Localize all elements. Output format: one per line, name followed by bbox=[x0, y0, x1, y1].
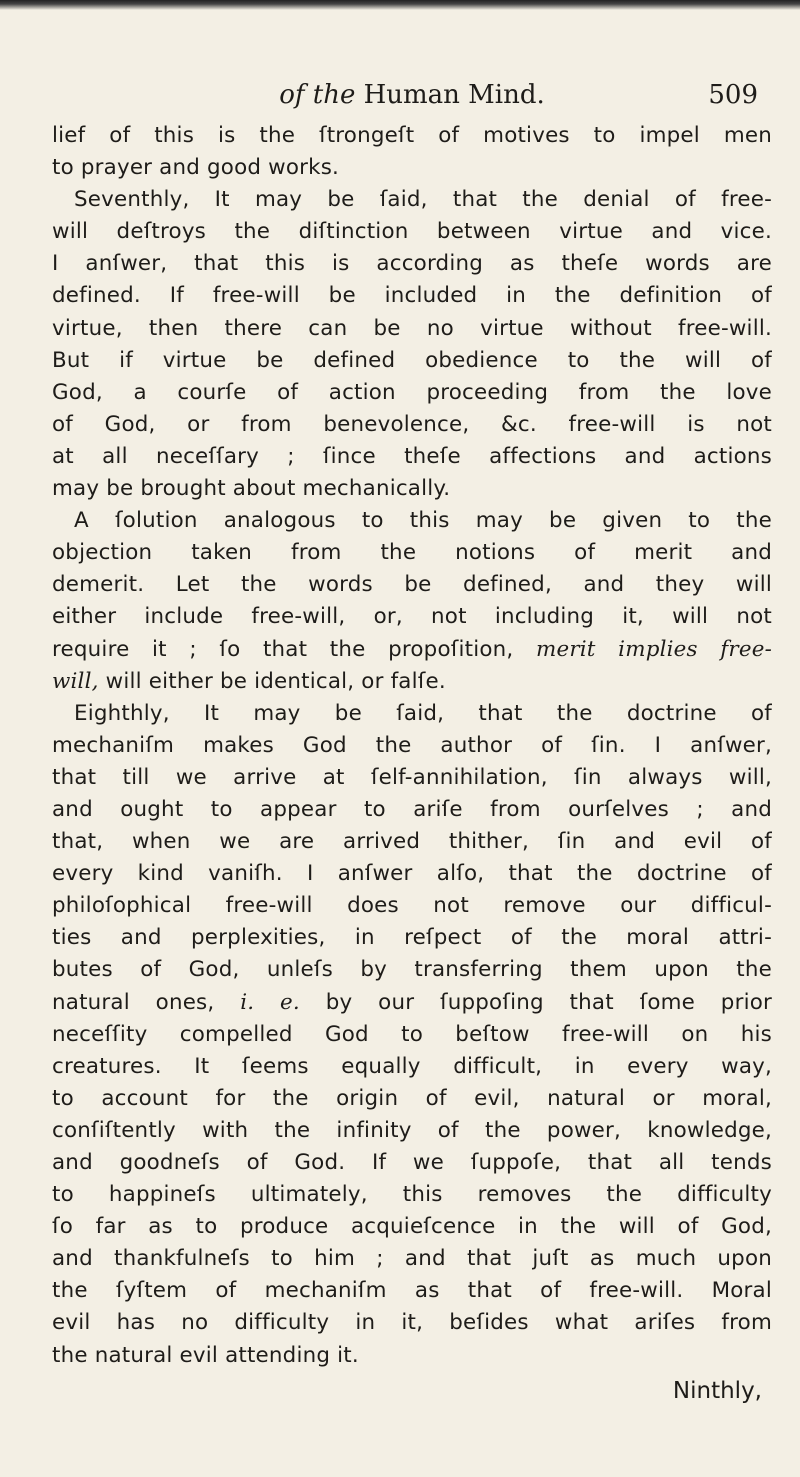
italic-abbrev: i. e. bbox=[240, 989, 300, 1015]
text-line: and goodneſs of God. If we ſuppoſe, that all tends bbox=[52, 1150, 772, 1175]
text-line: conſiſtently with the infinity of the power, knowledge, bbox=[52, 1117, 772, 1143]
text-line: the ſyſtem of mechaniſm as that of free-will. Moral bbox=[52, 1278, 772, 1304]
text-line-with-italic bbox=[52, 987, 772, 1019]
text-line: the natural evil attending it. bbox=[52, 1342, 359, 1368]
text-line-with-italic bbox=[52, 634, 772, 666]
text-line: every kind vaniſh. I anſwer alſo, that the doctrine of bbox=[52, 861, 772, 887]
text-line: A ſolution analogous to this may be given to the bbox=[74, 508, 772, 534]
text-line: and ought to appear to ariſe from ourſelves ; and bbox=[52, 796, 772, 822]
text-line: God, a courſe of action proceeding from the love bbox=[52, 379, 772, 405]
text-line: ſo far as to produce acquieſcence in the will of God, bbox=[52, 1214, 772, 1240]
text-line: that, when we are arrived thither, ſin and evil of bbox=[52, 829, 772, 855]
text-line: evil has no difficulty in it, beſides what ariſes from bbox=[52, 1310, 772, 1336]
body-text bbox=[52, 120, 772, 1372]
italic-word: will, bbox=[52, 668, 99, 694]
page-top-shadow bbox=[0, 0, 800, 10]
text-line: to account for the origin of evil, natural or moral, bbox=[52, 1085, 772, 1111]
text-line: virtue, then there can be no virtue without free-will. bbox=[52, 315, 772, 341]
text-line: ties and perplexities, in reſpect of the moral attri- bbox=[52, 925, 772, 951]
text-line: defined. If free-will be included in the definition of bbox=[52, 283, 772, 309]
text-line: Eighthly, It may be ſaid, that the doctrine of bbox=[74, 700, 772, 726]
text-segment: by our ſuppoſing that ſome prior bbox=[325, 989, 772, 1015]
text-line: Seventhly, It may be ſaid, that the denial of free- bbox=[74, 187, 772, 213]
text-segment: natural ones, bbox=[52, 989, 215, 1015]
text-line: demerit. Let the words be defined, and they will bbox=[52, 572, 772, 598]
text-line: creatures. It ſeems equally difficult, in every way, bbox=[52, 1053, 772, 1079]
running-header bbox=[52, 70, 772, 120]
text-line: and thankfulneſs to him ; and that juſt as much upon bbox=[52, 1246, 772, 1272]
text-line: to prayer and good works. bbox=[52, 155, 340, 181]
text-line: will deſtroys the diſtinction between virtue and vice. bbox=[52, 219, 772, 245]
text-segment: require it ; ſo that the propoſition, bbox=[52, 636, 514, 662]
text-line: to happineſs ultimately, this removes the difficulty bbox=[52, 1182, 772, 1208]
text-line: either include free-will, or, not including it, will not bbox=[52, 604, 772, 630]
text-line: that till we arrive at ſelf-annihilation, ſin always will, bbox=[52, 764, 772, 790]
text-line: But if virtue be defined obedience to the will of bbox=[52, 347, 772, 373]
text-line: objection taken from the notions of merit and bbox=[52, 540, 772, 566]
text-line-with-italic bbox=[52, 666, 772, 698]
page-number: 509 bbox=[708, 80, 758, 110]
text-line: may be brought about mechanically. bbox=[52, 476, 451, 502]
book-page bbox=[52, 70, 772, 1404]
text-line: at all neceſſary ; ſince theſe affections and actions bbox=[52, 443, 772, 469]
catchword: Ninthly, bbox=[672, 1377, 762, 1404]
text-line: butes of God, unleſs by transferring them upon the bbox=[52, 957, 772, 983]
text-line: of God, or from benevolence, &c. free-will is not bbox=[52, 411, 772, 437]
text-line: lief of this is the ſtrongeſt of motives to impel men bbox=[52, 123, 772, 148]
running-title-italic: of the bbox=[279, 80, 356, 110]
text-line: philoſophical free-will does not remove our difficul- bbox=[52, 893, 772, 919]
text-line: neceſſity compelled God to beſtow free-will on his bbox=[52, 1021, 772, 1047]
text-line: I anſwer, that this is according as theſe words are bbox=[52, 251, 772, 277]
text-line: mechaniſm makes God the author of ſin. I anſwer, bbox=[52, 732, 772, 758]
running-title: Human Mind. bbox=[363, 80, 545, 110]
italic-phrase: merit implies free- bbox=[535, 636, 772, 662]
text-segment: will either be identical, or falſe. bbox=[105, 668, 446, 694]
